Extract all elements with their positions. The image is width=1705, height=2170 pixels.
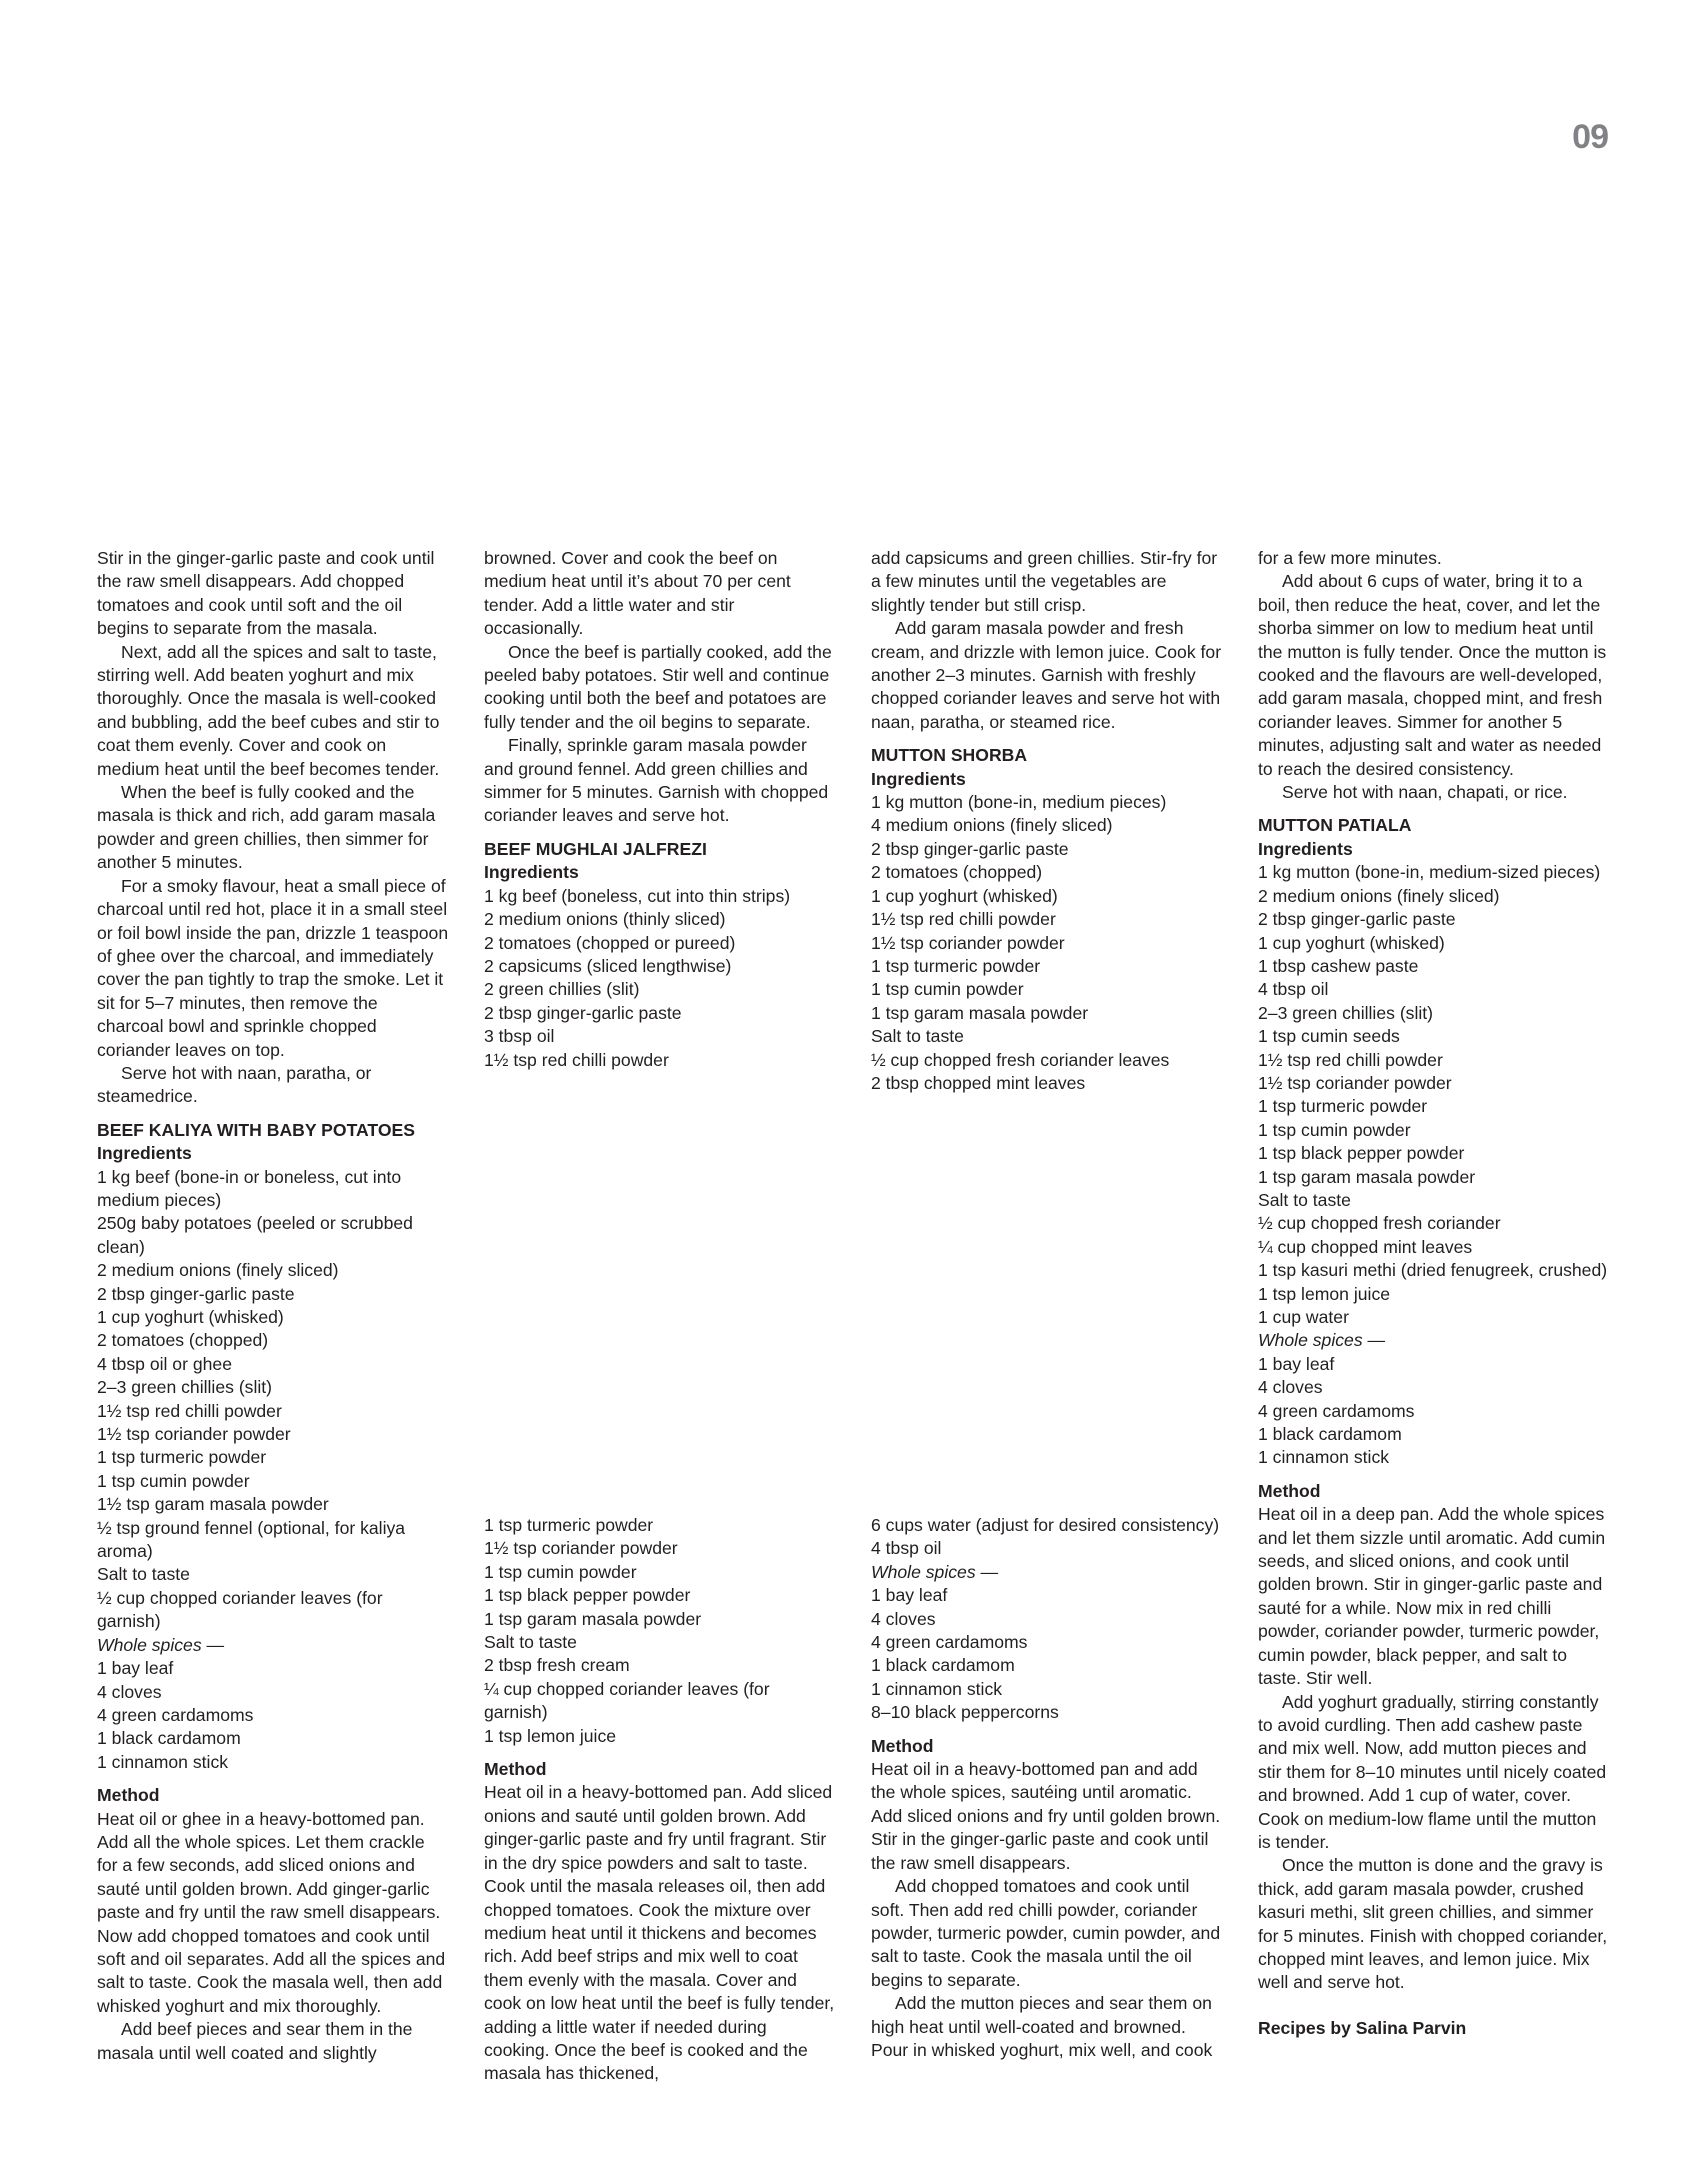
ingredient-item: 1 cup water xyxy=(1258,1307,1349,1327)
recipe-title: BEEF MUGHLAI JALFREZI xyxy=(484,838,707,859)
ingredient-item: 1 black cardamom xyxy=(871,1655,1015,1676)
ingredient-item: Salt to taste xyxy=(1258,1189,1351,1210)
method-heading: Method xyxy=(97,1785,160,1806)
ingredient-item: ¼ cup chopped coriander leaves (for garnish) xyxy=(484,1678,770,1723)
ingredient-item: 2 tomatoes (chopped) xyxy=(97,1330,269,1351)
column-1 xyxy=(97,547,449,2065)
ingredient-item: 1½ tsp red chilli powder xyxy=(871,909,1056,930)
ingredient-item: 1 cinnamon stick xyxy=(97,1751,229,1772)
ingredient-item: 1½ tsp red chilli powder xyxy=(97,1400,282,1421)
ingredient-item: 1 tsp turmeric powder xyxy=(97,1447,267,1468)
paragraph: Once the beef is partially cooked, add the peeled baby potatoes. Stir well and continue cooking until both the beef and potatoes are fully tender and the oil begins to separate. xyxy=(484,641,832,732)
ingredient-item: 1½ tsp red chilli powder xyxy=(484,1049,669,1070)
recipe-title: BEEF KALIYA WITH BABY POTATOES xyxy=(97,1119,416,1140)
column-2-bottom xyxy=(484,1514,836,2086)
ingredient-item: 4 tbsp oil or ghee xyxy=(97,1353,232,1374)
ingredient-item: 2 medium onions (finely sliced) xyxy=(1258,885,1500,906)
column-4 xyxy=(1258,547,1610,2040)
ingredient-item: 1 kg mutton (bone-in, medium-sized pieces) xyxy=(1258,862,1601,883)
paragraph: Serve hot with naan, chapati, or rice. xyxy=(1282,782,1568,803)
paragraph: Once the mutton is done and the gravy is thick, add garam masala powder, crushed kasuri methi, slit green chillies, and simmer for 5 minutes. Finish with chopped coriander, chopped mint leaves, and lemon juice. Mix well and serve hot. xyxy=(1258,1855,1608,1993)
paragraph: Add chopped tomatoes and cook until soft. Then add red chilli powder, coriander powder, turmeric powder, cumin powder, and salt to taste. Cook the masala until the oil begins to separate. xyxy=(871,1876,1221,1990)
ingredient-item: 1 tsp lemon juice xyxy=(484,1725,617,1746)
paragraph: Heat oil in a heavy-bottomed pan. Add sliced onions and sauté until golden brown. Add ginger-garlic paste and fry until fragrant. Stir in the dry spice powders and salt to taste. Cook until the masala releases oil, then add chopped tomatoes. Cook the mixture over medium heat until it thickens and becomes rich. Add beef strips and mix well to coat them evenly with the masala. Cover and cook on low heat until the beef is fully tender, adding a little water if needed during cooking. Once the beef is cooked and the masala has thickened, xyxy=(484,1782,835,2084)
ingredient-item: 2 tomatoes (chopped or pureed) xyxy=(484,932,736,953)
ingredient-item: 1 cup yoghurt (whisked) xyxy=(97,1307,284,1327)
ingredient-item: 2 tbsp ginger-garlic paste xyxy=(484,1002,682,1023)
ingredient-item: 6 cups water (adjust for desired consistency) xyxy=(871,1515,1220,1535)
ingredient-item: 1 kg mutton (bone-in, medium pieces) xyxy=(871,792,1167,813)
ingredient-item: 4 tbsp oil xyxy=(871,1538,942,1559)
ingredient-item: 1 kg beef (bone-in or boneless, cut into medium pieces) xyxy=(97,1166,402,1210)
column-3-top xyxy=(871,547,1223,1095)
ingredient-item: 1½ tsp coriander powder xyxy=(97,1424,291,1445)
ingredient-item: 1 tsp turmeric powder xyxy=(871,955,1041,976)
ingredient-item: 2 tbsp ginger-garlic paste xyxy=(97,1283,295,1304)
ingredients-heading: Ingredients xyxy=(97,1143,192,1164)
ingredient-item: 2 green chillies (slit) xyxy=(484,979,640,1000)
ingredient-item: 2 tbsp ginger-garlic paste xyxy=(1258,909,1456,930)
paragraph: Add about 6 cups of water, bring it to a boil, then reduce the heat, cover, and let the shorba simmer on low to medium heat until the mutton is fully tender. Once the mutton is cooked and the flavours are well-developed, add garam masala, chopped mint, and fresh coriander leaves. Simmer for another 5 minutes, adjusting salt and water as needed to reach the desired consistency. xyxy=(1258,571,1607,779)
ingredient-item: 2 tbsp fresh cream xyxy=(484,1655,630,1676)
paragraph: for a few more minutes. xyxy=(1258,548,1442,568)
recipe-title: MUTTON SHORBA xyxy=(871,745,1028,766)
ingredient-item: 1½ tsp coriander powder xyxy=(871,932,1065,953)
ingredient-item: 1 tsp black pepper powder xyxy=(484,1585,691,1606)
ingredient-item: 1 tsp kasuri methi (dried fenugreek, crushed) xyxy=(1258,1260,1608,1281)
ingredient-item: 1 bay leaf xyxy=(1258,1353,1335,1374)
ingredient-item: Salt to taste xyxy=(871,1026,964,1047)
ingredient-item: ½ tsp ground fennel (optional, for kaliya aroma) xyxy=(97,1517,406,1562)
ingredient-item: 1 tsp turmeric powder xyxy=(484,1515,654,1535)
ingredient-item: 4 green cardamoms xyxy=(97,1704,254,1725)
whole-spices-label: Whole spices — xyxy=(871,1561,999,1582)
ingredient-item: ½ cup chopped coriander leaves (for garnish) xyxy=(97,1587,383,1632)
page-number: 09 xyxy=(1572,118,1608,156)
ingredient-item: 1 tsp cumin powder xyxy=(484,1561,637,1582)
ingredient-item: ½ cup chopped fresh coriander xyxy=(1258,1213,1501,1234)
ingredient-item: 1½ tsp coriander powder xyxy=(1258,1072,1452,1093)
ingredients-heading: Ingredients xyxy=(1258,838,1353,859)
ingredient-item: 1 cinnamon stick xyxy=(871,1678,1003,1699)
ingredient-item: 250g baby potatoes (peeled or scrubbed clean) xyxy=(97,1213,413,1257)
ingredient-item: 4 medium onions (finely sliced) xyxy=(871,815,1113,836)
ingredients-heading: Ingredients xyxy=(871,768,966,789)
paragraph: Stir in the ginger-garlic paste and cook until the raw smell disappears. Add chopped tomatoes and cook until soft and the oil begins to separate from the masala. xyxy=(97,548,435,639)
ingredient-item: 4 green cardamoms xyxy=(1258,1400,1415,1421)
ingredient-item: 1 tsp cumin powder xyxy=(1258,1119,1411,1140)
recipe-credit: Recipes by Salina Parvin xyxy=(1258,2017,1467,2038)
ingredient-item: 4 cloves xyxy=(871,1608,936,1629)
ingredient-item: Salt to taste xyxy=(97,1564,190,1585)
paragraph: Add yoghurt gradually, stirring constantly to avoid curdling. Then add cashew paste and mix well. Now, add mutton pieces and stir them for 8–10 minutes until nicely coated and browned. Add 1 cup of water, cover. Cook on medium-low flame until the mutton is tender. xyxy=(1258,1691,1607,1852)
method-heading: Method xyxy=(871,1735,934,1756)
ingredient-item: 2 tomatoes (chopped) xyxy=(871,862,1043,883)
ingredient-item: 8–10 black peppercorns xyxy=(871,1702,1059,1723)
column-3-bottom xyxy=(871,1514,1223,2062)
recipe-title: MUTTON PATIALA xyxy=(1258,815,1412,836)
ingredient-item: 1 tsp cumin powder xyxy=(97,1470,250,1491)
ingredient-item: 3 tbsp oil xyxy=(484,1026,555,1047)
column-2-top xyxy=(484,547,836,1072)
method-heading: Method xyxy=(484,1759,547,1780)
whole-spices-label: Whole spices — xyxy=(1258,1330,1386,1351)
ingredient-item: 2 medium onions (finely sliced) xyxy=(97,1260,339,1281)
ingredient-item: 1½ tsp coriander powder xyxy=(484,1538,678,1559)
ingredient-item: 1 tsp garam masala powder xyxy=(871,1002,1089,1023)
ingredient-item: 1 cinnamon stick xyxy=(1258,1447,1390,1468)
ingredient-item: 4 cloves xyxy=(97,1681,162,1702)
paragraph: When the beef is fully cooked and the masala is thick and rich, add garam masala powder and green chillies, then simmer for another 5 minutes. xyxy=(97,782,436,873)
ingredient-item: 1 cup yoghurt (whisked) xyxy=(871,885,1058,906)
paragraph: Heat oil in a deep pan. Add the whole spices and let them sizzle until aromatic. Add cumin seeds, and sliced onions, and cook until golden brown. Stir in ginger-garlic paste and sauté for a while. Now mix in red chilli powder, coriander powder, turmeric powder, cumin powder, black pepper, and salt to taste. Stir well. xyxy=(1258,1504,1606,1689)
paragraph: Heat oil in a heavy-bottomed pan and add the whole spices, sautéing until aromatic. Add sliced onions and fry until golden brown. Stir in the ginger-garlic paste and cook until the raw smell disappears. xyxy=(871,1759,1221,1873)
ingredient-item: 1 tsp turmeric powder xyxy=(1258,1096,1428,1117)
ingredient-item: ½ cup chopped fresh coriander leaves xyxy=(871,1049,1170,1070)
ingredient-item: 1 tsp cumin seeds xyxy=(1258,1026,1400,1047)
ingredient-item: 1 tsp garam masala powder xyxy=(484,1608,702,1629)
ingredient-item: ¼ cup chopped mint leaves xyxy=(1258,1236,1473,1257)
paragraph: Serve hot with naan, paratha, or steamedrice. xyxy=(97,1062,372,1107)
paragraph: Heat oil or ghee in a heavy-bottomed pan. Add all the whole spices. Let them crackle for a few seconds, add sliced onions and sauté until golden brown. Add ginger-garlic paste and fry until the raw smell disappears. Now add chopped tomatoes and cook until soft and oil separates. Add all the spices and salt to taste. Cook the masala well, then add whisked yoghurt and mix thoroughly. xyxy=(97,1808,446,2016)
paragraph: Add garam masala powder and fresh cream, and drizzle with lemon juice. Cook for another 2–3 minutes. Garnish with freshly chopped coriander leaves and serve hot with naan, paratha, or steamed rice. xyxy=(871,618,1222,732)
ingredient-item: 1 tsp black pepper powder xyxy=(1258,1143,1465,1164)
ingredient-item: 1 tsp lemon juice xyxy=(1258,1283,1391,1304)
ingredient-item: 4 tbsp oil xyxy=(1258,979,1329,1000)
ingredient-item: 1 tbsp cashew paste xyxy=(1258,955,1419,976)
whole-spices-label: Whole spices — xyxy=(97,1634,225,1655)
paragraph: For a smoky flavour, heat a small piece of charcoal until red hot, place it in a small steel or foil bowl inside the pan, drizzle 1 teaspoon of ghee over the charcoal, and immediately cover the pan tightly to trap the smoke. Let it sit for 5–7 minutes, then remove the charcoal bowl and sprinkle chopped coriander leaves on top. xyxy=(97,875,449,1060)
ingredient-item: 2–3 green chillies (slit) xyxy=(97,1377,273,1398)
ingredient-item: 1 bay leaf xyxy=(871,1585,948,1606)
ingredient-item: 1 cup yoghurt (whisked) xyxy=(1258,932,1445,953)
paragraph: add capsicums and green chillies. Stir-fry for a few minutes until the vegetables are slightly tender but still crisp. xyxy=(871,548,1218,615)
ingredient-item: 2–3 green chillies (slit) xyxy=(1258,1002,1434,1023)
paragraph: Add the mutton pieces and sear them on high heat until well-coated and browned. Pour in whisked yoghurt, mix well, and cook xyxy=(871,1993,1213,2060)
ingredient-item: 1½ tsp red chilli powder xyxy=(1258,1049,1443,1070)
paragraph: Finally, sprinkle garam masala powder and ground fennel. Add green chillies and simmer for 5 minutes. Garnish with chopped coriander leaves and serve hot. xyxy=(484,735,829,826)
paragraph: Add beef pieces and sear them in the masala until well coated and slightly xyxy=(97,2019,413,2063)
ingredient-item: 4 green cardamoms xyxy=(871,1632,1028,1653)
ingredient-item: 1 kg beef (boneless, cut into thin strips) xyxy=(484,885,791,906)
ingredient-item: 4 cloves xyxy=(1258,1377,1323,1398)
ingredient-item: 2 tbsp chopped mint leaves xyxy=(871,1072,1086,1093)
ingredient-item: 2 capsicums (sliced lengthwise) xyxy=(484,955,732,976)
ingredient-item: 1½ tsp garam masala powder xyxy=(97,1494,329,1515)
ingredient-item: 1 bay leaf xyxy=(97,1658,174,1679)
ingredient-item: 1 black cardamom xyxy=(97,1728,241,1749)
ingredients-heading: Ingredients xyxy=(484,862,579,883)
ingredient-item: 2 tbsp ginger-garlic paste xyxy=(871,838,1069,859)
ingredient-item: 2 medium onions (thinly sliced) xyxy=(484,909,726,930)
paragraph: browned. Cover and cook the beef on medium heat until it’s about 70 per cent tender. Add a little water and stir occasionally. xyxy=(484,548,791,639)
ingredient-item: 1 tsp cumin powder xyxy=(871,979,1024,1000)
ingredient-item: 1 black cardamom xyxy=(1258,1424,1402,1445)
method-heading: Method xyxy=(1258,1480,1321,1501)
paragraph: Next, add all the spices and salt to taste, stirring well. Add beaten yoghurt and mix thoroughly. Once the masala is well-cooked and bubbling, add the beef cubes and stir to coat them evenly. Cover and cook on medium heat until the beef becomes tender. xyxy=(97,641,440,779)
ingredient-item: 1 tsp garam masala powder xyxy=(1258,1166,1476,1187)
ingredient-item: Salt to taste xyxy=(484,1632,577,1653)
